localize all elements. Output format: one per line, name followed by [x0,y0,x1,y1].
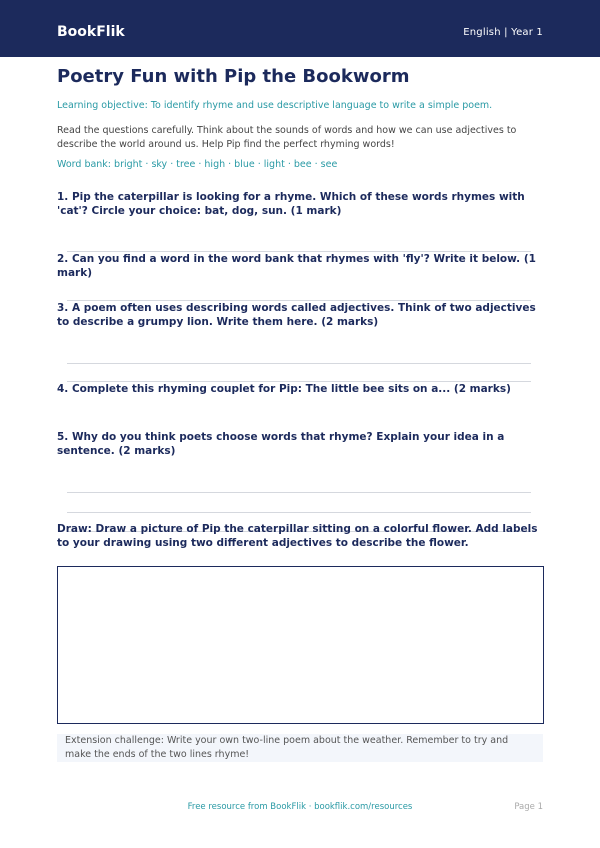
extension-challenge: Extension challenge: Write your own two-line poem about the weather. Remember to try and make the ends of the two lines rhyme! [57,734,543,762]
learning-objective: Learning objective: To identify rhyme and use descriptive language to write a simple poem. [57,100,493,111]
question-5: 5. Why do you think poets choose words that rhyme? Explain your idea in a sentence. (2 marks) [57,431,505,457]
question-1: 1. Pip the caterpillar is looking for a rhyme. Which of these words rhymes with 'cat'? Circle your choice: bat, dog, sun. (1 mark) [57,191,525,217]
page-number: Page 1 [514,802,543,812]
answer-line-5b[interactable] [67,512,531,513]
footer-text: Free resource from BookFlik · bookflik.com/resources [187,802,413,812]
drawing-box[interactable] [57,566,544,724]
question-2: 2. Can you find a word in the word bank that rhymes with 'fly'? Write it below. (1 mark) [57,253,536,279]
question-4: 4. Complete this rhyming couplet for Pip: The little bee sits on a... (2 marks) [57,383,511,395]
answer-line-3a[interactable] [67,363,531,364]
intro-text: Read the questions carefully. Think about the sounds of words and how we can use adjectives to describe the world around us. Help Pip find the perfect rhyming words! [57,125,517,150]
question-3: 3. A poem often uses describing words called adjectives. Think of two adjectives to describe a grumpy lion. Write them here. (2 marks) [57,302,536,328]
page-title: Poetry Fun with Pip the Bookworm [57,66,410,87]
draw-task: Draw: Draw a picture of Pip the caterpillar sitting on a colorful flower. Add labels to your drawing using two different adjectives to describe the flower. [57,523,538,549]
header-bar [0,0,600,57]
answer-line-5a[interactable] [67,492,531,493]
brand-logo: BookFlik [57,24,125,40]
word-bank: Word bank: bright · sky · tree · high · blue · light · bee · see [57,159,338,170]
subject-year-label: English | Year 1 [463,27,543,38]
